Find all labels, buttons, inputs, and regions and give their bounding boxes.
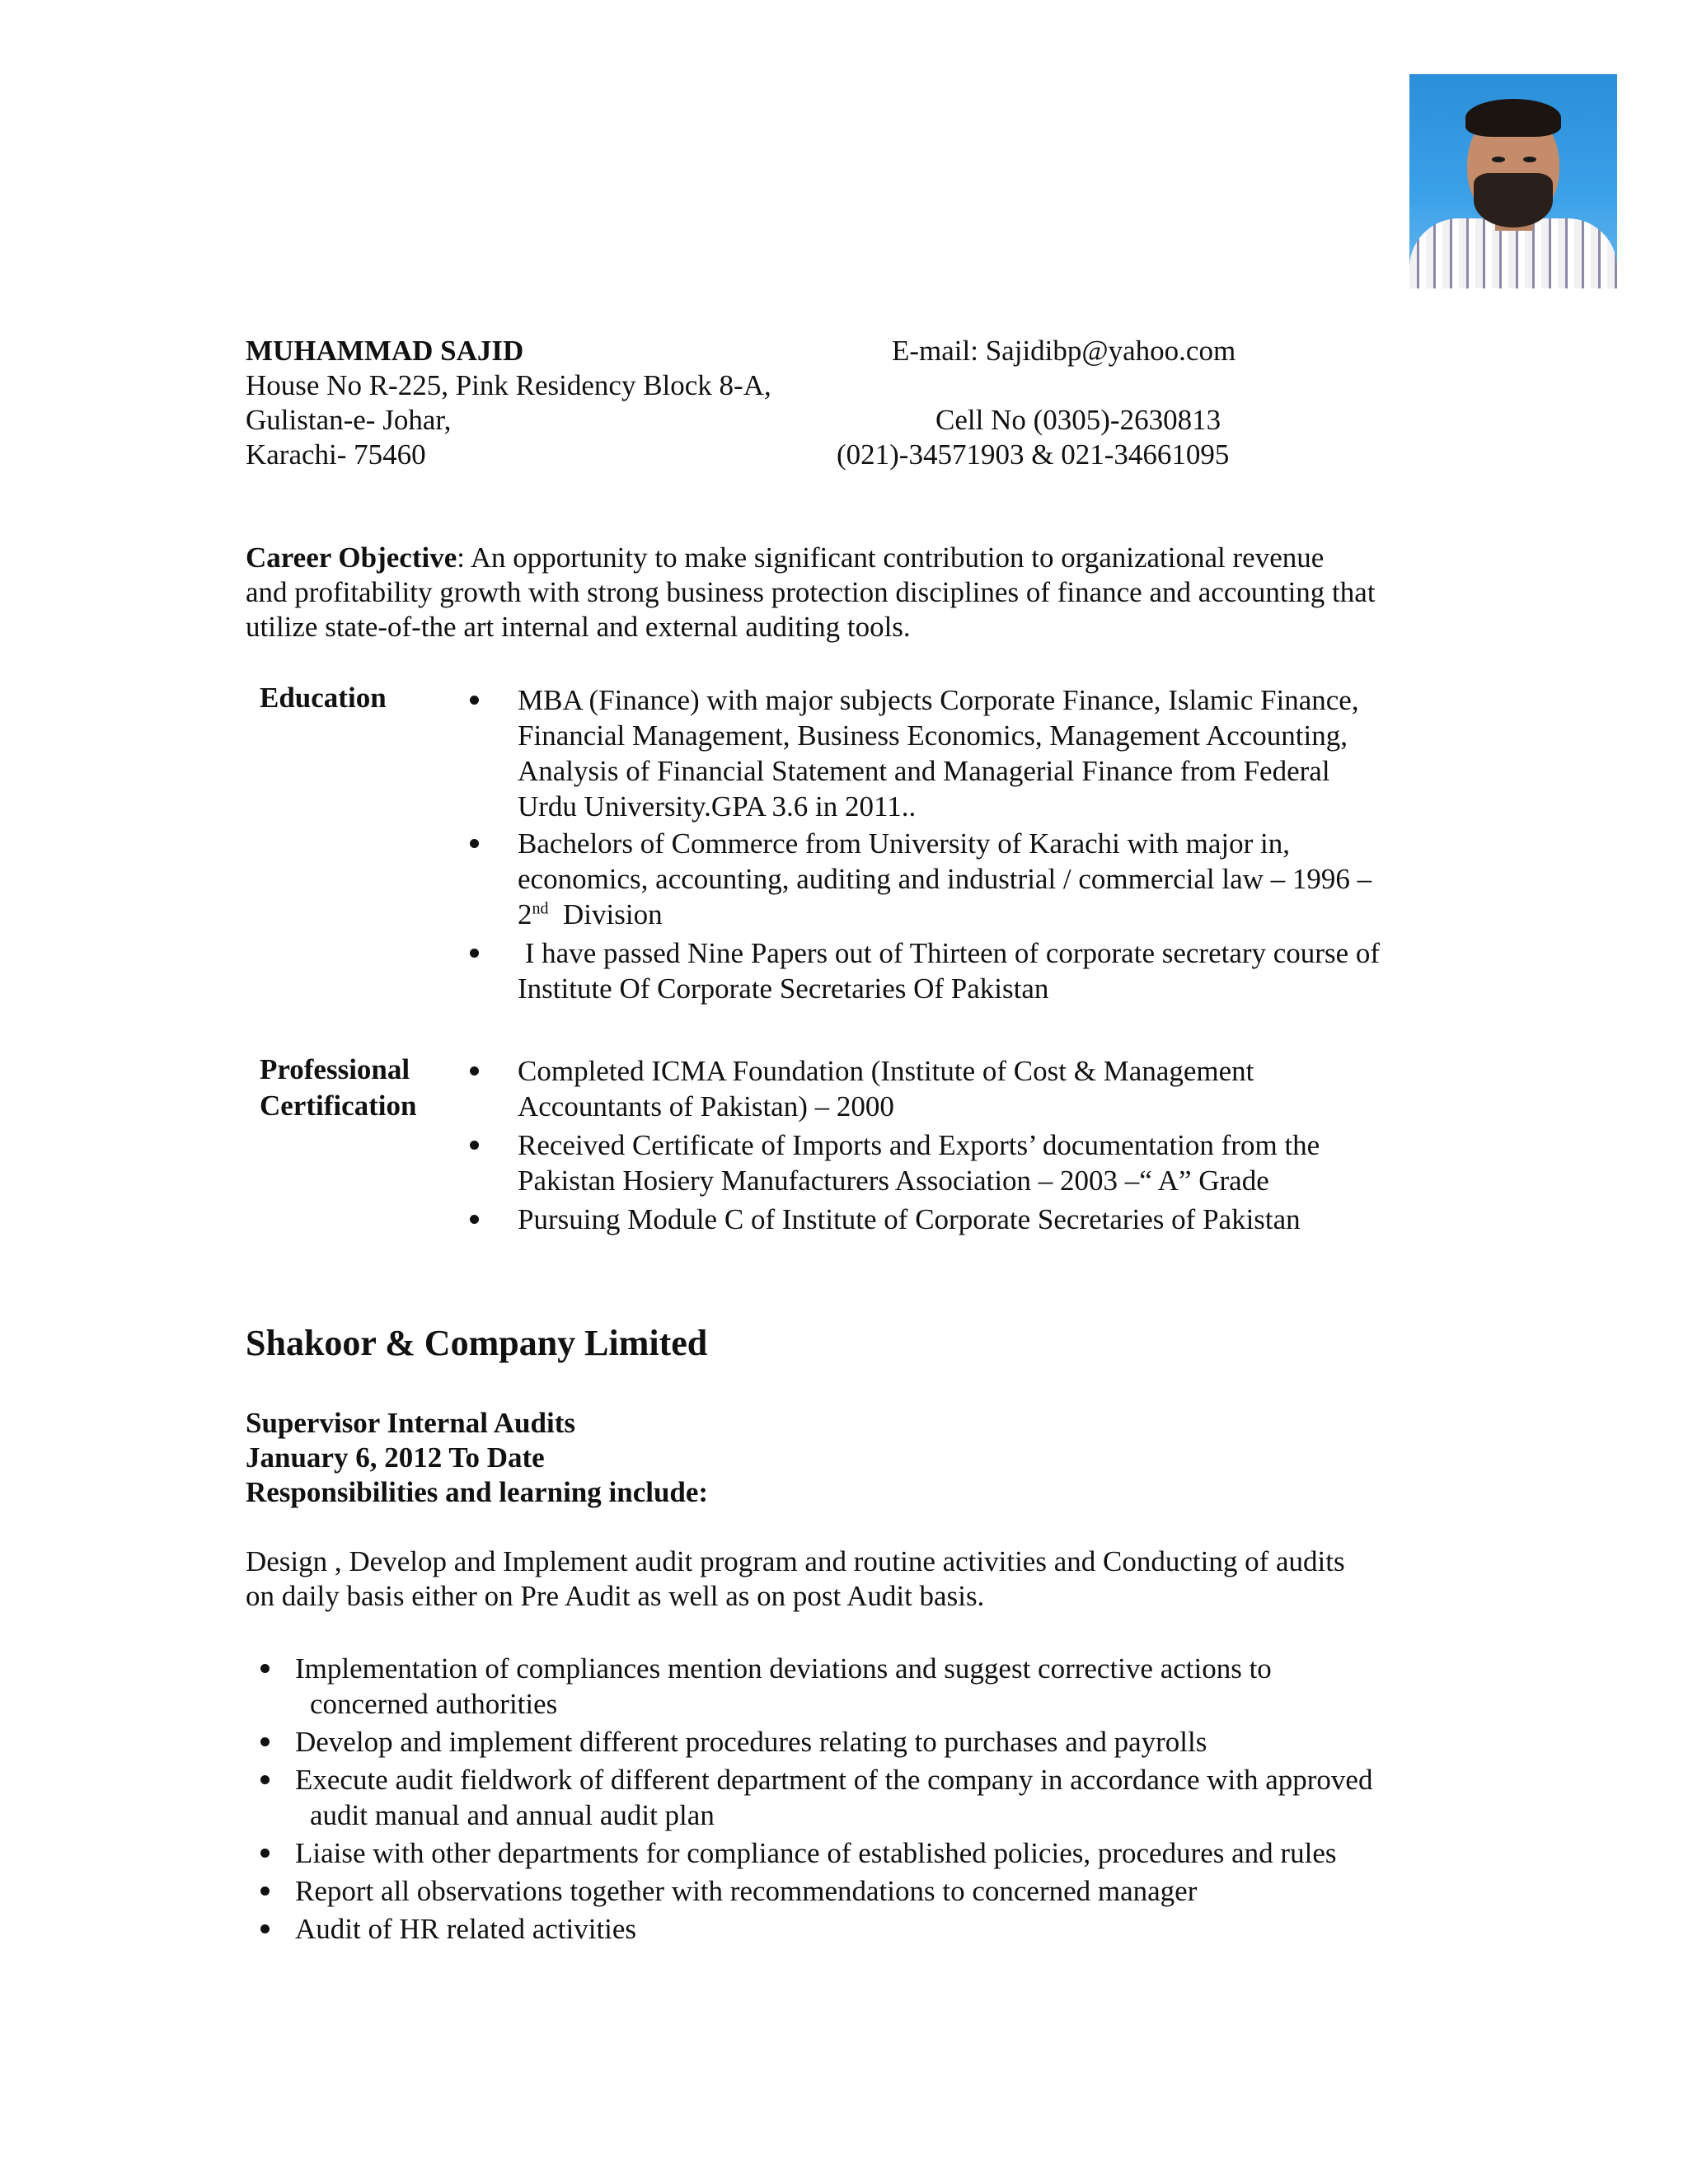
address-line-3: Karachi- 75460: [246, 438, 426, 471]
job-intro-line-2: on daily basis either on Pre Audit as well as on post Audit basis.: [246, 1580, 985, 1612]
education-item-line: MBA (Finance) with major subjects Corporate Finance, Islamic Finance,: [518, 684, 1359, 716]
career-objective-line-3: utilize state-of-the art internal and external auditing tools.: [246, 611, 911, 643]
photo-hair: [1465, 99, 1561, 137]
email[interactable]: E-mail: Sajidibp@yahoo.com: [892, 335, 1236, 367]
address-line-2: Gulistan-e- Johar,: [246, 404, 452, 436]
duty-item: [295, 1835, 1372, 1871]
job-title: Supervisor Internal Audits: [246, 1407, 575, 1439]
certification-item-icsp: [518, 1202, 1320, 1237]
certification-label-1: Professional: [260, 1053, 410, 1085]
address-line-1: House No R-225, Pink Residency Block 8-A,: [246, 369, 771, 401]
duty-line: Audit of HR related activities: [295, 1913, 637, 1945]
job-dates: January 6, 2012 To Date: [246, 1441, 545, 1474]
career-objective-line-1: [246, 540, 1324, 575]
education-item-line: [518, 897, 1380, 932]
duty-line: Implementation of compliances mention deviations and suggest corrective actions to: [295, 1652, 1272, 1685]
duty-line: audit manual and annual audit plan: [310, 1799, 715, 1831]
duty-item: [295, 1873, 1372, 1909]
bullet-icon: [470, 1215, 479, 1224]
education-item-line: Urdu University.GPA 3.6 in 2011..: [518, 790, 917, 823]
duty-item: [295, 1724, 1372, 1760]
certification-label-2: Certification: [260, 1090, 417, 1122]
education-item-line: Financial Management, Business Economics, Management Accounting,: [518, 719, 1348, 752]
bullet-icon: [470, 1066, 479, 1076]
duty-item: [295, 1762, 1372, 1833]
company-name: Shakoor & Company Limited: [246, 1323, 708, 1363]
education-item-bcom: [518, 826, 1380, 932]
education-item-line: economics, accounting, auditing and industrial / commercial law – 1996 –: [518, 863, 1372, 895]
bullet-icon: [260, 1849, 270, 1858]
education-item-line: Analysis of Financial Statement and Managerial Finance from Federal: [518, 755, 1330, 787]
education-item-line: Bachelors of Commerce from University of Karachi with major in,: [518, 827, 1290, 860]
certification-item-phma: [518, 1127, 1320, 1198]
cell-number: Cell No (0305)-2630813: [935, 404, 1221, 436]
division-number: 2: [518, 898, 532, 930]
job-intro-line-1: Design , Develop and Implement audit program and routine activities and Conducting of audits: [246, 1545, 1345, 1577]
duty-line: Report all observations together with recommendations to concerned manager: [295, 1875, 1198, 1907]
bullet-icon: [470, 696, 479, 705]
bullet-icon: [260, 1924, 270, 1933]
duty-line: Develop and implement different procedures relating to purchases and payrolls: [295, 1726, 1207, 1758]
profile-photo: [1409, 74, 1617, 288]
career-objective-line-2: and profitability growth with strong business protection disciplines of finance and accounting that: [246, 576, 1376, 608]
certification-item-line: Pursuing Module C of Institute of Corporate Secretaries of Pakistan: [518, 1203, 1301, 1235]
certification-list: [518, 1053, 1320, 1237]
certification-item-icma: [518, 1053, 1320, 1124]
career-objective-label: Career Objective: [246, 541, 457, 574]
bullet-icon: [260, 1737, 270, 1746]
education-item-line: Institute Of Corporate Secretaries Of Pakistan: [518, 972, 1049, 1005]
duty-item: [295, 1911, 1372, 1947]
bullet-icon: [470, 1141, 479, 1150]
duties-list: [295, 1651, 1372, 1947]
education-item-ics: [518, 935, 1380, 1006]
certification-item-line: Pakistan Hosiery Manufacturers Association – 2003 –“ A” Grade: [518, 1165, 1269, 1197]
bullet-icon: [260, 1664, 270, 1673]
education-item-line: I have passed Nine Papers out of Thirteen of corporate secretary course of: [518, 937, 1381, 969]
duty-line: Liaise with other departments for compliance of established policies, procedures and rules: [295, 1837, 1337, 1869]
bullet-icon: [260, 1886, 270, 1896]
duty-item: [295, 1651, 1372, 1722]
responsibilities-heading: Responsibilities and learning include:: [246, 1476, 709, 1508]
applicant-name: MUHAMMAD SAJID: [246, 335, 524, 367]
bullet-icon: [470, 839, 479, 848]
education-item-mba: [518, 682, 1380, 824]
certification-item-line: Accountants of Pakistan) – 2000: [518, 1090, 894, 1122]
duty-line: concerned authorities: [310, 1688, 558, 1720]
division-ordinal: nd: [532, 899, 549, 918]
phone-numbers: (021)-34571903 & 021-34661095: [837, 438, 1230, 471]
bullet-icon: [470, 949, 479, 958]
bullet-icon: [260, 1775, 270, 1784]
education-label: Education: [260, 682, 387, 714]
duty-line: Execute audit fieldwork of different department of the company in accordance with approved: [295, 1764, 1373, 1796]
certification-item-line: Completed ICMA Foundation (Institute of Cost & Management: [518, 1055, 1254, 1087]
education-list: [518, 682, 1380, 1006]
photo-beard: [1474, 173, 1553, 227]
career-objective-text-1: : An opportunity to make significant contribution to organizational revenue: [457, 541, 1325, 574]
certification-item-line: Received Certificate of Imports and Exports’ documentation from the: [518, 1129, 1320, 1161]
photo-eye-right: [1523, 157, 1536, 162]
photo-eye-left: [1492, 157, 1505, 162]
division-text: Division: [548, 898, 663, 930]
